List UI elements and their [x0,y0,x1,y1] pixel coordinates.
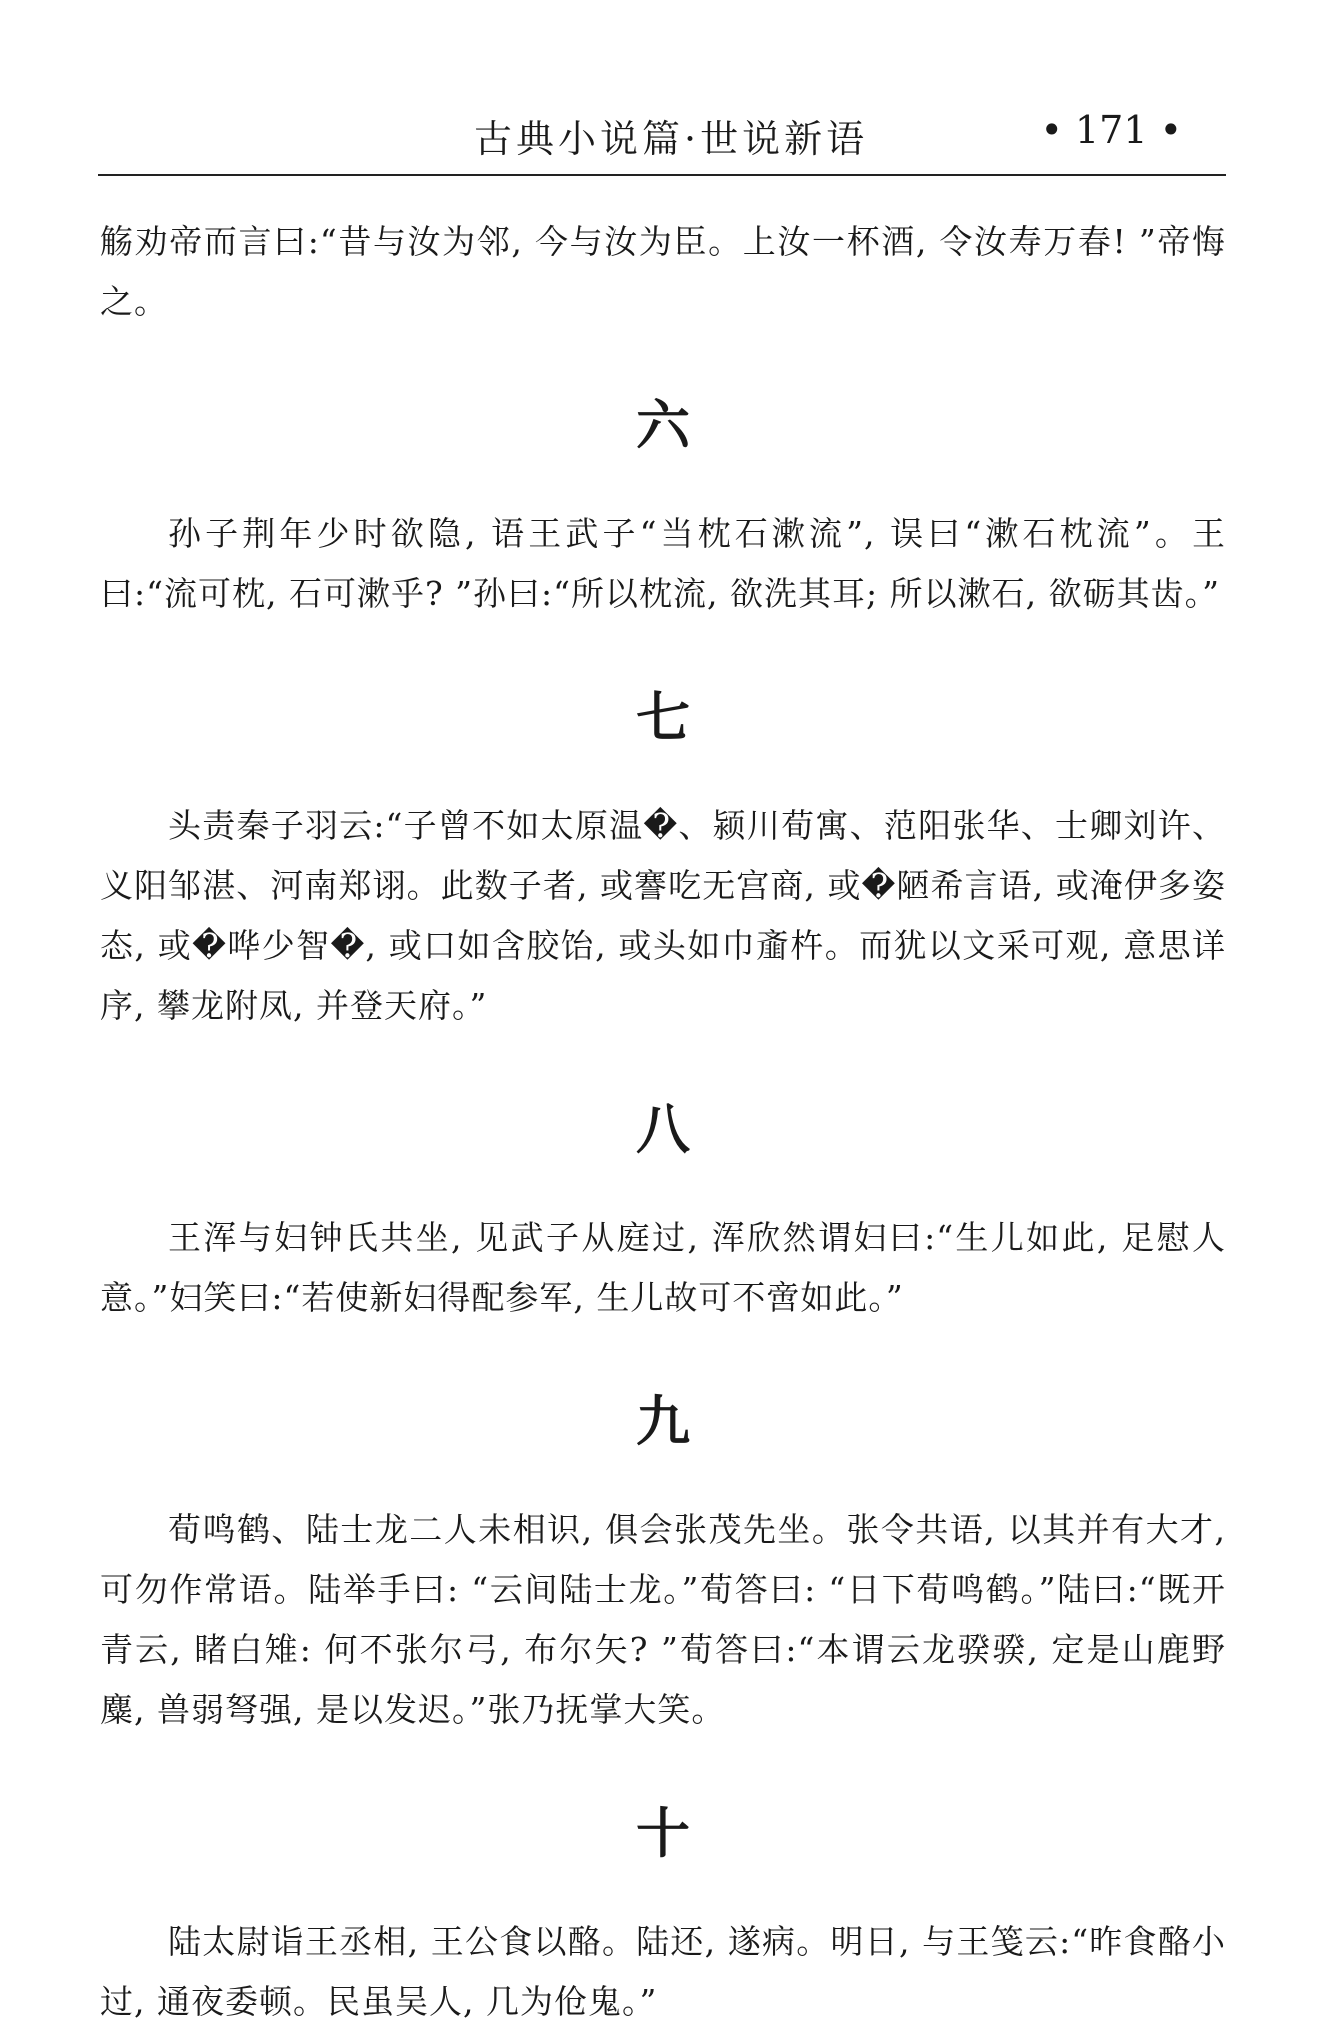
section-heading-6: 六 [636,393,690,457]
section-heading-7: 七 [636,685,690,749]
paragraph-section-8: 王浑与妇钟氏共坐, 见武子从庭过, 浑欣然谓妇曰:“生儿如此, 足慰人意。”妇笑曰:“若使新妇得配参军, 生儿故可不啻如此。” [100,1218,1226,1317]
section-heading-9: 九 [636,1389,690,1453]
paragraph-intro: 觞劝帝而言曰:“昔与汝为邻, 今与汝为臣。上汝一杯酒, 令汝寿万春! ”帝悔之。 [100,222,1226,321]
running-title: 古典小说篇·世说新语 [474,117,869,161]
page-number: • 171 • [1040,108,1182,152]
section-heading-10: 十 [636,1801,690,1865]
page-header [98,108,1226,176]
paragraph-section-10: 陆太尉诣王丞相, 王公食以酪。陆还, 遂病。明日, 与王笺云:“昨食酪小过, 通夜委顿。民虽吴人, 几为伧鬼。” [100,1922,1226,2021]
section-heading-8: 八 [636,1097,690,1161]
page-body [100,212,1226,2032]
paragraph-section-9: 荀鸣鹤、陆士龙二人未相识, 俱会张茂先坐。张令共语, 以其并有大才, 可勿作常语。陆举手曰: “云间陆士龙。”荀答曰: “日下荀鸣鹤。”陆曰:“既开青云, 睹白雉: 何不张尔弓, 布尔矢? ”荀答曰:“本谓云龙骙骙, 定是山鹿野麋, 兽弱弩强, 是以发迟。”张乃抚掌大笑。 [100,1510,1226,1729]
paragraph-section-7: 头责秦子羽云:“子曾不如太原温�、颍川荀寓、范阳张华、士卿刘许、义阳邹湛、河南郑诩。此数子者, 或謇吃无宫商, 或�陋希言语, 或淹伊多姿态, 或�哗少智�, 或口如含胶饴, 或头如巾齑杵。而犹以文采可观, 意思详序, 攀龙附凤, 并登天府。” [100,806,1226,1025]
paragraph-section-6: 孙子荆年少时欲隐, 语王武子“当枕石漱流”, 误曰“漱石枕流”。王曰:“流可枕, 石可漱乎? ”孙曰:“所以枕流, 欲洗其耳; 所以漱石, 欲砺其齿。” [100,514,1226,613]
